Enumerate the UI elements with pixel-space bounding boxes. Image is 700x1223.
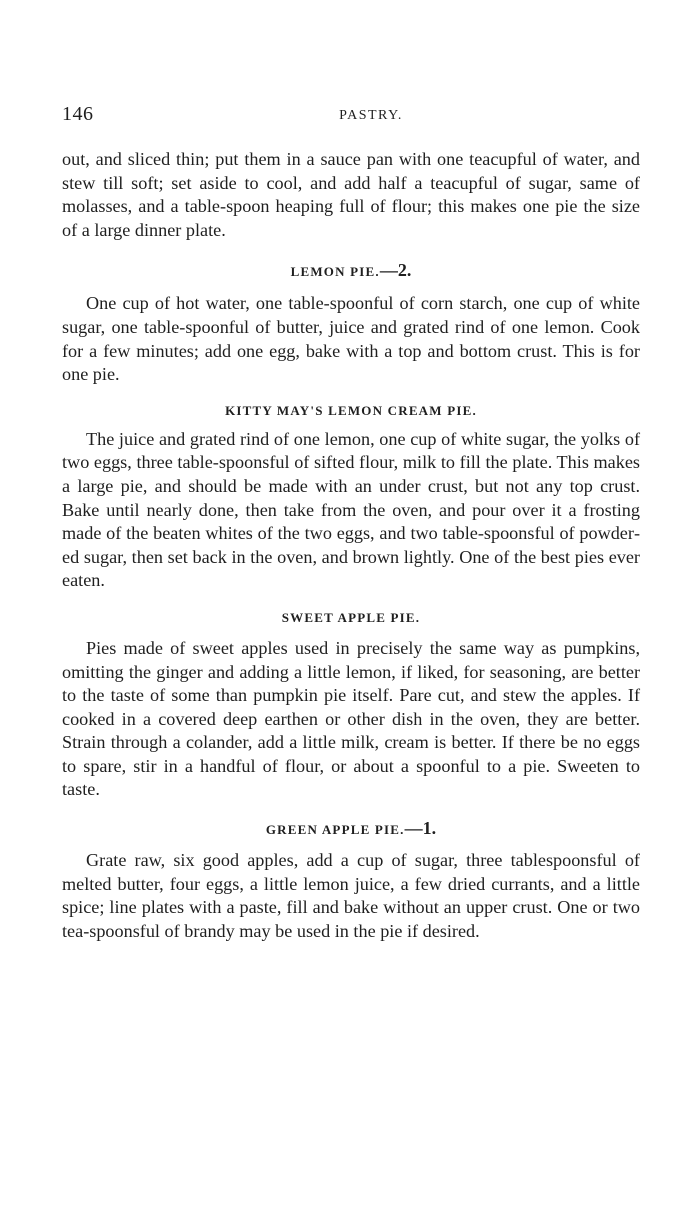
recipe-heading-kitty-mays-lemon-cream-pie [62,403,640,419]
recipe-text-green-apple-pie: Grate raw, six good apples, add a cup of sugar, three tablespoonsful of melted butter, four eggs, a little lemon juice, a few dried currants, and a little spice; line plates with a paste, fill and bake without an upper crust. One or two tea-spoonsful of brandy may be used in the pie if desired. [62,850,640,941]
recipe-title: SWEET APPLE PIE. [281,609,421,625]
recipe-text-sweet-apple-pie: Pies made of sweet apples used in precisely the same way as pumpkins, omitting the ginger and adding a little lemon, if liked, for seasoning, are better to the taste of some than pumpkin pie itself. Pare cut, and stew the apples. If cooked in a covered deep earthen or other dish in the oven, they are better. Strain through a colander, add a little milk, cream is better. If there be no eggs to spare, stir in a handful of flour, or about a spoonful to a pie. Sweeten to taste. [62,637,640,800]
page-number: 146 [62,103,94,125]
recipe-heading-sweet-apple-pie [62,610,640,626]
running-head [62,103,640,129]
recipe-number: —2. [379,260,412,281]
recipe-title: GREEN APPLE PIE. [265,822,405,838]
recipe-heading-lemon-pie [62,260,640,281]
book-page [62,0,640,1223]
continuation-paragraph: out, and sliced thin; put them in a sauce pan with one teacupful of water, and stew till soft; set aside to cool, and add half a teacupful of sugar, same of molasses, and a table-spoon heaping full of flour; this makes one pie the size of a large dinner plate. [62,149,640,240]
recipe-text-lemon-pie: One cup of hot water, one table-spoonful of corn starch, one cup of white sugar, one table-spoonful of butter, juice and grated rind of one lemon. Cook for a few minutes; add one egg, bake with a top and bottom crust. This is for one pie. [62,293,640,385]
recipe-heading-green-apple-pie [62,818,640,839]
recipe-text-kitty-mays-lemon-cream-pie: The juice and grated rind of one lemon, one cup of white sugar, the yolks of two eggs, three table-spoonsful of sifted flour, milk to fill the plate. This makes a large pie, and should be made with an under crust, but not any top crust. Bake until nearly done, then take from the oven, and pour over it a frosting made of the beaten whites of the two eggs, and two table-spoonsful of powdered sugar, then set back in the oven, and brown lightly. One of the best pies ever eaten. [62,428,640,591]
recipe-title: LEMON PIE. [290,264,380,280]
section-title: PASTRY. [339,108,403,123]
recipe-title: KITTY MAY'S LEMON CREAM PIE. [225,402,477,418]
recipe-number: —1. [404,818,437,839]
page-body [62,148,640,943]
